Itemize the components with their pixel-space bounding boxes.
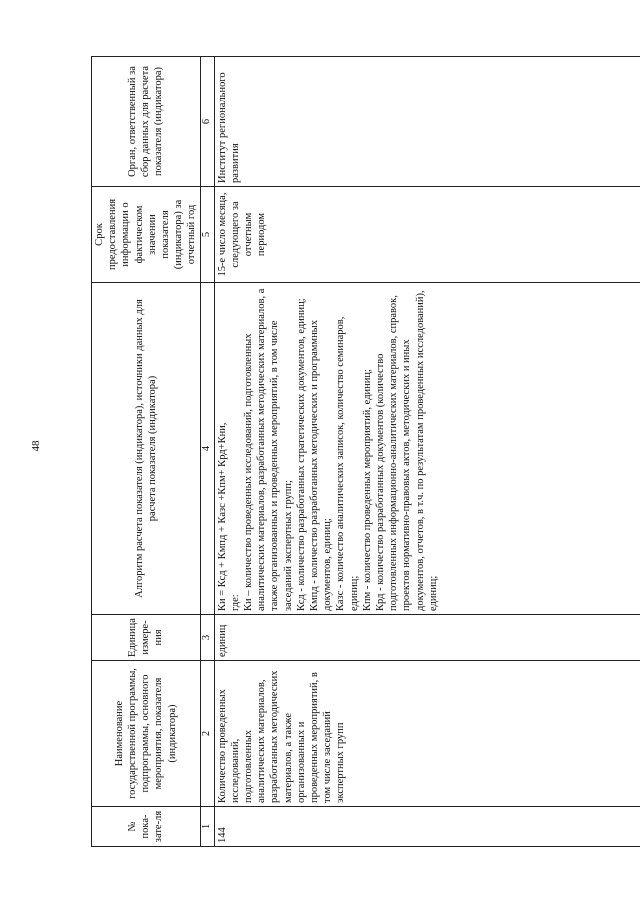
algorithm-line: где: — [229, 594, 241, 611]
header-row — [92, 57, 201, 847]
row-unit: единиц — [214, 615, 640, 661]
algorithm-line: Ки = Ксд + Кмпд + Казс +Кпм+ Крд+Кни, — [216, 422, 228, 611]
column-number: 1 — [200, 807, 214, 847]
header-unit: Единица измере-ния — [92, 615, 201, 661]
row-deadline: 15-е число месяца, следующего за отчетным периодом — [214, 187, 640, 283]
table-row — [214, 57, 640, 847]
row-algorithm — [214, 283, 640, 615]
row-indicator-name: Количество проведенных исследований, подготовленных аналитических материалов, разработанных методических материалов, а также организованных и проведенных мероприятий, в том числе заседаний экспертных групп — [214, 661, 640, 807]
algorithm-line: Ки – количество проведенных исследований, подготовленных аналитических материалов, разработанных методических материалов, а также организованных и проведенных мероприятий, в том числе заседаний экспертных групп; — [243, 288, 294, 611]
column-number: 4 — [200, 283, 214, 615]
column-number: 6 — [200, 57, 214, 187]
algorithm-line: Крд - количество разработанных документов (количество подготовленных информационно-аналитических материалов, справок, проектов нормативно-правовых актов, методических и иных документов, отчетов, в т.ч. по результатам проведенных исследований), единиц; — [375, 290, 439, 611]
algorithm-line: Ксд - количество разработанных стратегических документов, единиц; — [295, 298, 307, 611]
indicator-table — [91, 56, 640, 847]
algorithm-line: Кпм - количество проведенных мероприятий, единиц; — [361, 369, 373, 611]
page-number: 48 — [30, 440, 42, 452]
header-indicator-number: № пока-зате-ля — [92, 807, 201, 847]
column-number: 5 — [200, 187, 214, 283]
column-number: 3 — [200, 615, 214, 661]
header-algorithm: Алгоритм расчета показателя (индикатора), источники данных для расчета показателя (индикатора) — [92, 283, 201, 615]
rotated-table-container — [91, 57, 640, 847]
column-number: 2 — [200, 661, 214, 807]
column-number-row — [200, 57, 214, 847]
algorithm-line: Кмпд - количество разработанных методических и программных документов, единиц; — [309, 320, 334, 611]
algorithm-line: Казс - количество аналитических записок, количество семинаров, единиц; — [335, 316, 360, 611]
row-responsible: Институт регионального развития — [214, 57, 640, 187]
header-deadline: Срок предоставления информации о фактическом значении показателя (индикатора) за отчетный год — [92, 187, 201, 283]
header-responsible: Орган, ответственный за сбор данных для расчета показателя (индикатора) — [92, 57, 201, 187]
header-name: Наименование государственной программы, подпрограммы, основного мероприятия, показателя (индикатора) — [92, 661, 201, 807]
row-number: 144 — [214, 807, 640, 847]
